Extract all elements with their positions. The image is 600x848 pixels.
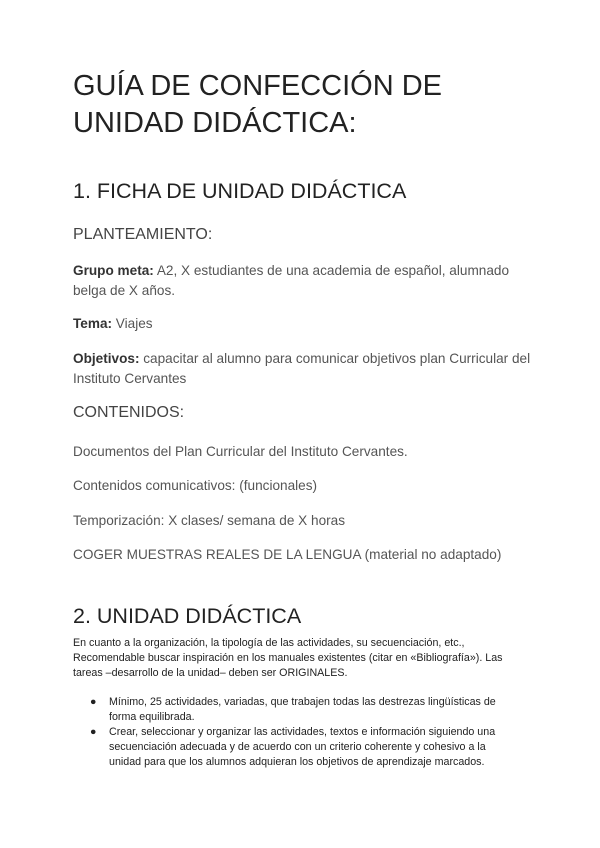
planteamiento-subheading: PLANTEAMIENTO: [73,226,213,243]
grupo-meta-text: A2, X estudiantes de una academia de español, alumnado belga de X años. [73,263,510,298]
list-item [90,725,510,770]
grupo-meta-label: Grupo meta: [73,263,154,278]
page-title: GUÍA DE CONFECCIÓN DE UNIDAD DIDÁCTICA: [73,70,442,139]
tema-label: Tema: [73,316,113,331]
list-item-text: Mínimo, 25 actividades, variadas, que trabajen todas las destrezas lingüísticas de forma equilibrada. [109,696,496,723]
bullet-icon: ● [90,696,97,708]
objetivos-paragraph [73,349,543,388]
muestras-paragraph: COGER MUESTRAS REALES DE LA LENGUA (material no adaptado) [73,547,502,562]
section-1-heading: 1. FICHA DE UNIDAD DIDÁCTICA [73,179,407,203]
documentos-paragraph: Documentos del Plan Curricular del Instituto Cervantes. [73,444,408,459]
section-2-heading: 2. UNIDAD DIDÁCTICA [73,604,302,628]
list-item-text: Crear, seleccionar y organizar las actividades, textos e información siguiendo una secuenciación adecuada y de acuerdo con un criterio coherente y cohesivo a la unidad para que los alumnos adquieran los objetivos de aprendizaje marcados. [109,726,496,768]
bullet-icon: ● [90,726,97,738]
tema-paragraph [73,314,543,334]
contenidos-subheading: CONTENIDOS: [73,404,185,421]
objetivos-text: capacitar al alumno para comunicar objetivos plan Curricular del Instituto Cervantes [73,351,531,386]
list-item [90,695,510,725]
section-2-intro: En cuanto a la organización, la tipología de las actividades, su secuenciación, etc., Recomendable buscar inspiración en los manuales existentes (citar en «Bibliografía»). Las tareas –desarrollo de la unidad– deben ser ORIGINALES. [73,637,503,679]
contenidos-comunicativos-paragraph: Contenidos comunicativos: (funcionales) [73,478,318,493]
objetivos-label: Objetivos: [73,351,140,366]
temporizacion-paragraph: Temporización: X clases/ semana de X horas [73,513,346,528]
activities-list [90,695,510,770]
tema-text: Viajes [112,316,153,331]
grupo-meta-paragraph [73,261,543,300]
